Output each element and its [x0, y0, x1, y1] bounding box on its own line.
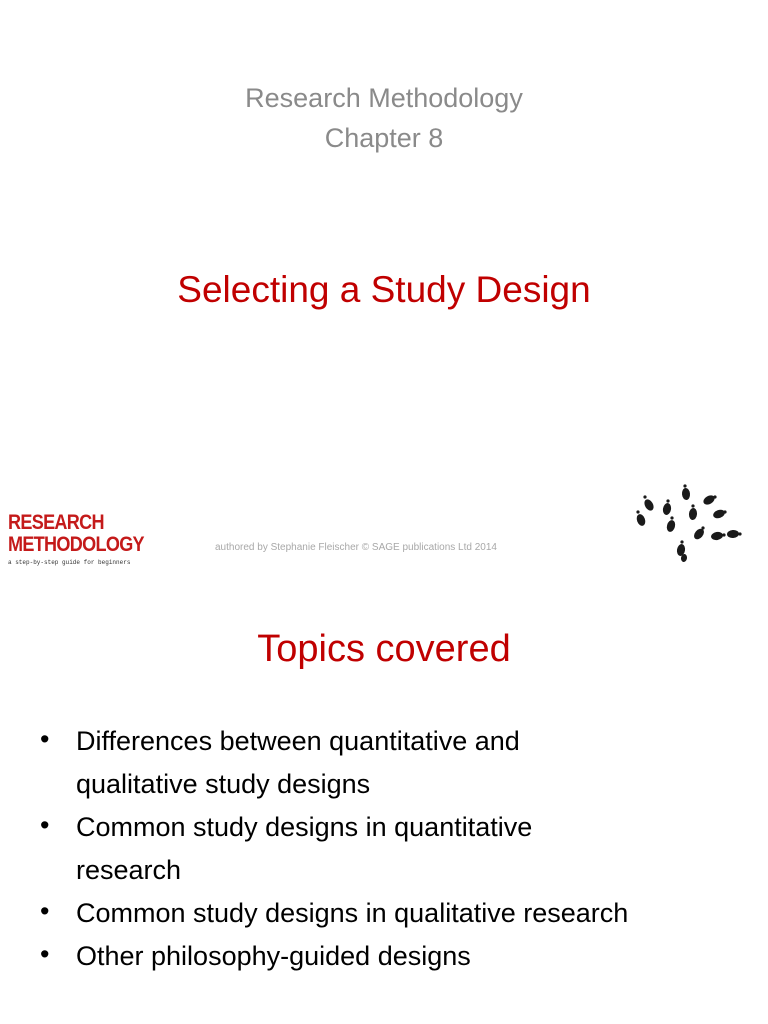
- bullet-glyph: •: [40, 939, 50, 969]
- list-item: [38, 935, 738, 978]
- bullet-text-line-2: qualitative study designs: [76, 769, 371, 799]
- footprints-icon: [615, 478, 768, 576]
- bullet-text-line-1: Differences between quantitative and: [76, 726, 520, 756]
- list-item: [38, 720, 738, 806]
- bullet-glyph: •: [40, 724, 50, 754]
- bullet-text-line-1: Other philosophy-guided designs: [76, 941, 471, 971]
- bullet-text-line-1: Common study designs in qualitative research: [76, 898, 629, 928]
- bullet-text-line-1: Common study designs in quantitative: [76, 812, 533, 842]
- logo-tagline: a step-by-step guide for beginners: [8, 559, 131, 566]
- book-title: Research Methodology: [245, 83, 523, 113]
- list-item: [38, 806, 738, 892]
- author-credit: authored by Stephanie Fleischer © SAGE publications Ltd 2014: [215, 542, 497, 553]
- bullet-glyph: •: [40, 810, 50, 840]
- chapter-number: Chapter 8: [324, 123, 444, 153]
- list-item: [38, 892, 738, 935]
- slide-2: [0, 590, 768, 1024]
- research-methodology-logo: [8, 512, 144, 574]
- logo-line-2: METHODOLOGY: [8, 533, 144, 556]
- topics-list: [38, 720, 738, 978]
- logo-line-1: RESEARCH: [8, 511, 104, 534]
- slide-title: Selecting a Study Design: [177, 269, 591, 310]
- bullet-text-line-2: research: [76, 855, 182, 885]
- topics-title: Topics covered: [257, 628, 511, 670]
- bullet-glyph: •: [40, 896, 50, 926]
